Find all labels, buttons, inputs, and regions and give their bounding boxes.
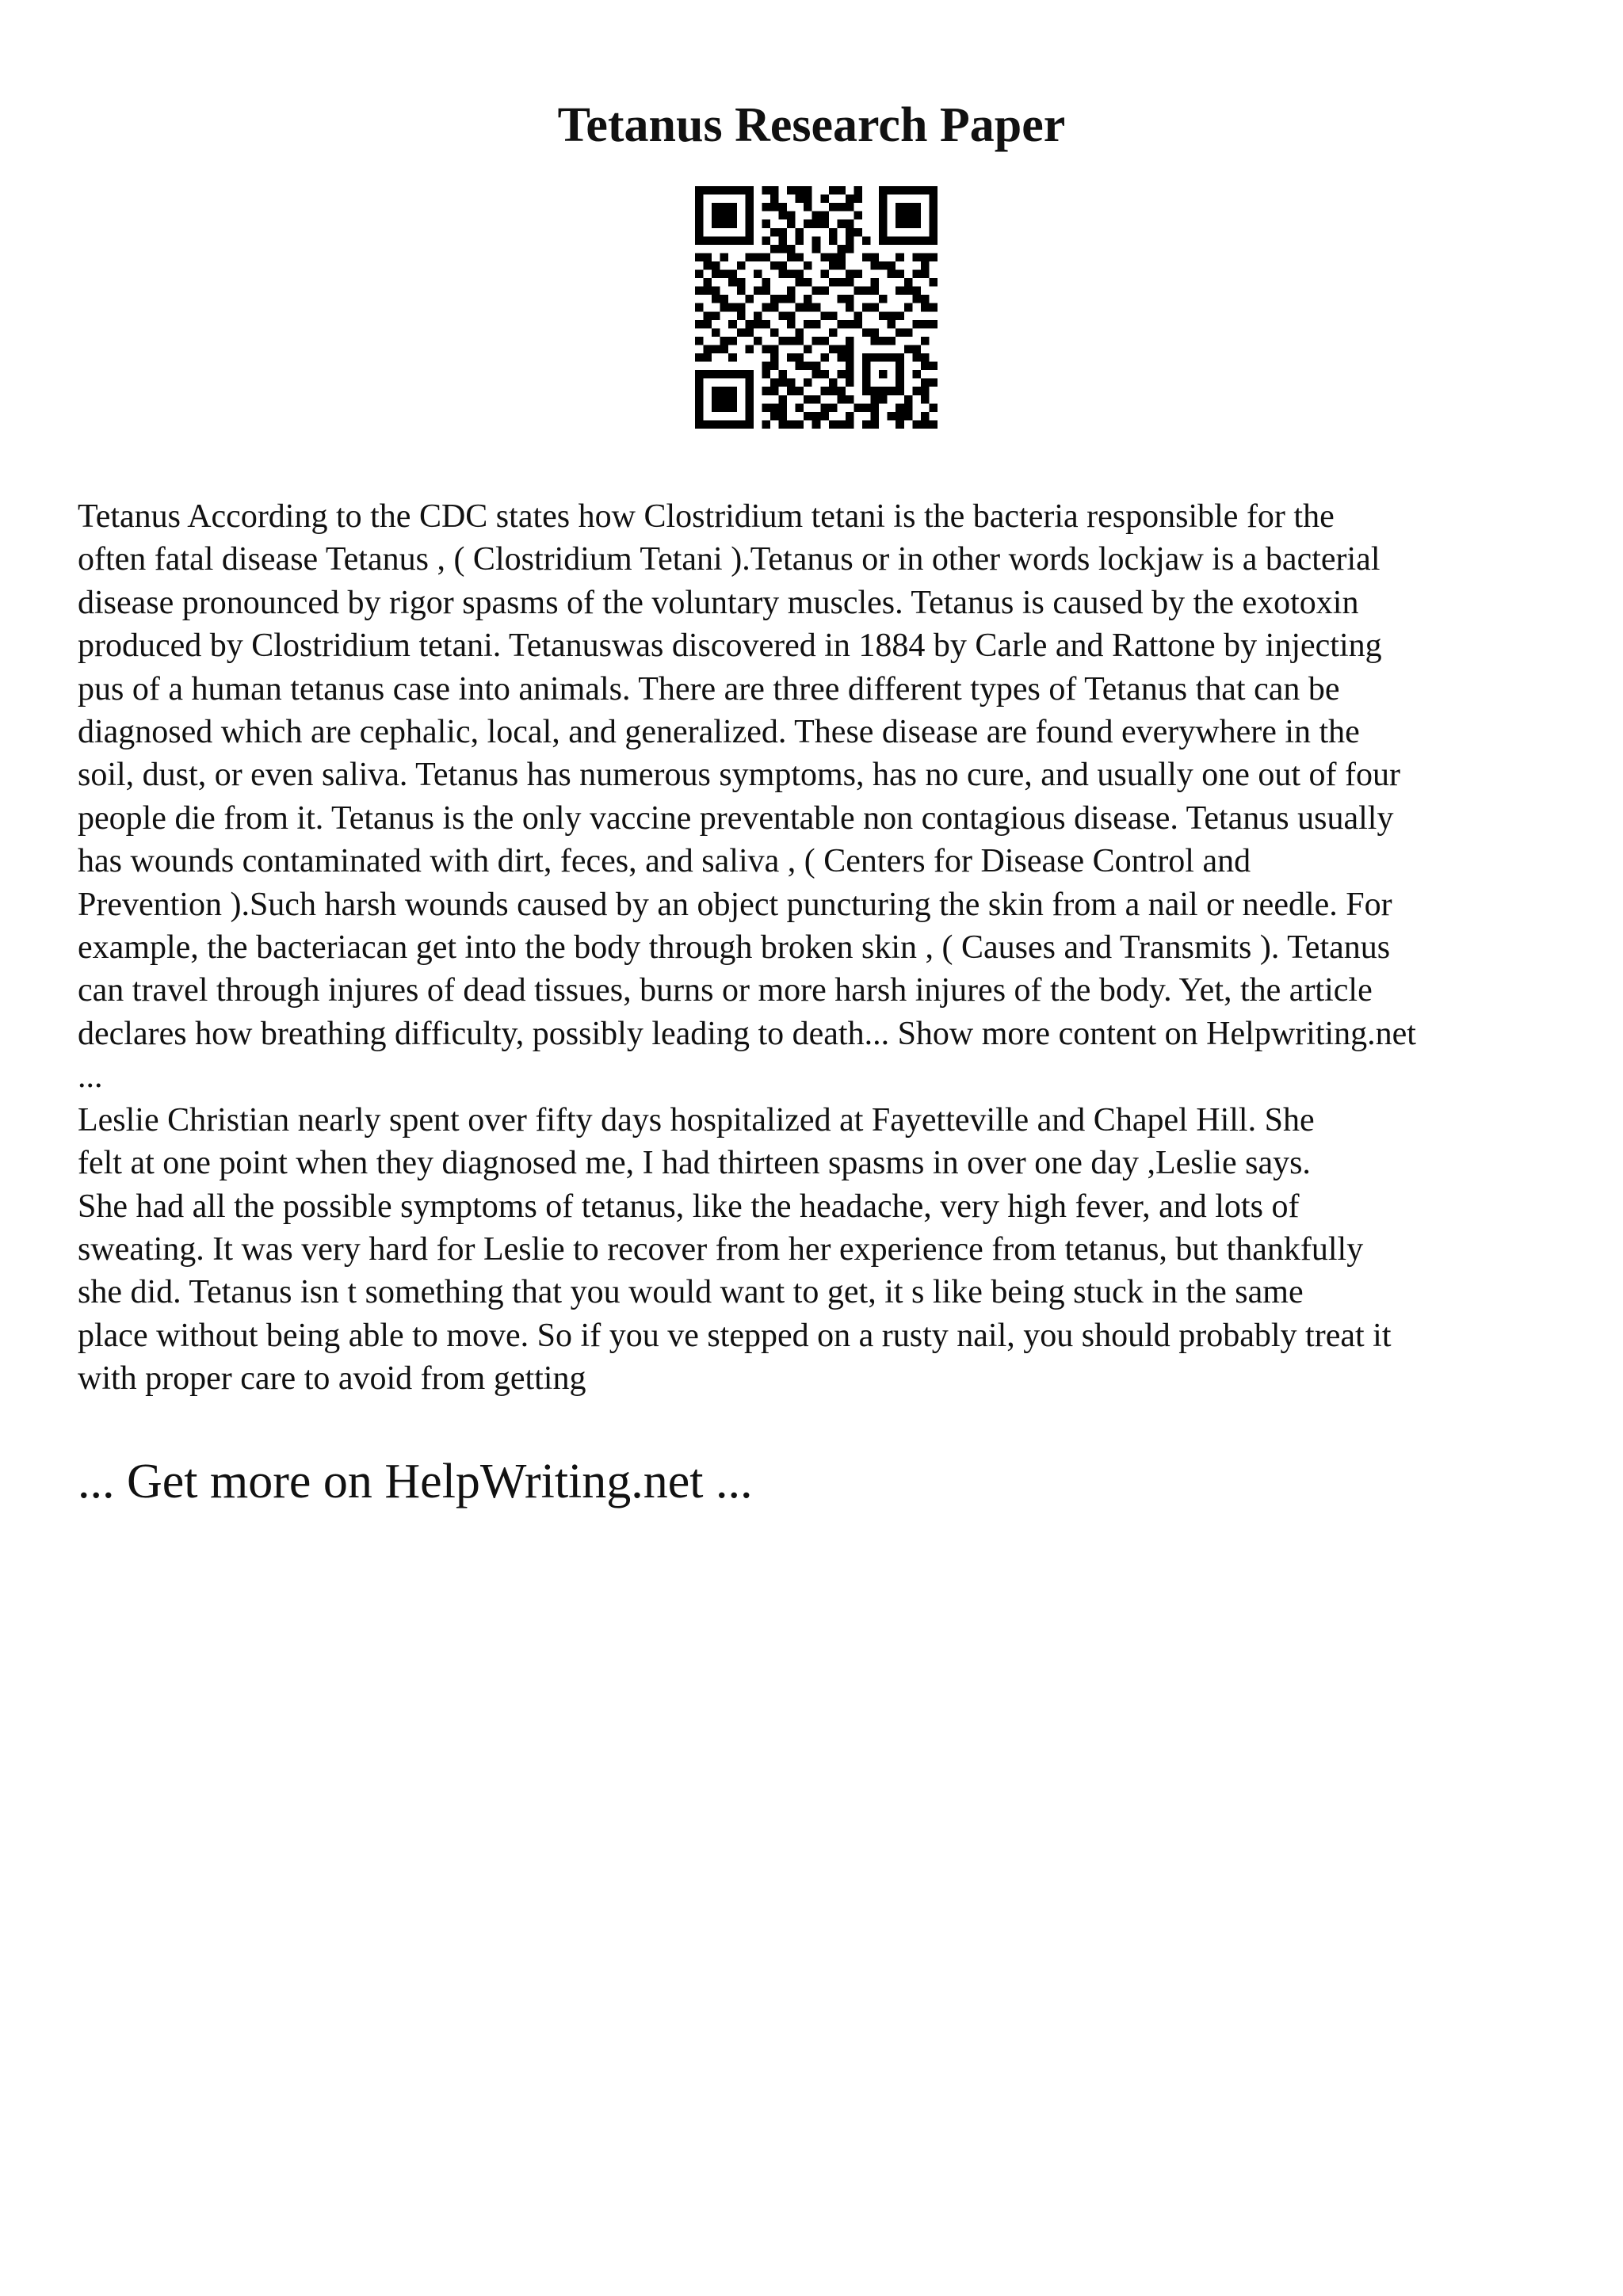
body-line: she did. Tetanus isn t something that you would want to get, it s like being stuck in the same	[78, 1274, 1304, 1311]
body-line: has wounds contaminated with dirt, feces, and saliva , ( Centers for Disease Control and	[78, 843, 1251, 880]
page-title: Tetanus Research Paper	[557, 98, 1066, 152]
ellipsis-line: ...	[78, 1058, 103, 1096]
body-line: place without being able to move. So if you ve stepped on a rusty nail, you should probably treat it	[78, 1317, 1392, 1354]
show-more-line[interactable]: declares how breathing difficulty, possibly leading to death... Show more content on Helpwriting.net	[78, 1015, 1416, 1052]
body-line: sweating. It was very hard for Leslie to recover from her experience from tetanus, but thankfully	[78, 1230, 1364, 1268]
body-line: She had all the possible symptoms of tetanus, like the headache, very high fever, and lots of	[78, 1188, 1300, 1225]
article-body	[78, 495, 1568, 1401]
body-line: disease pronounced by rigor spasms of the voluntary muscles. Tetanus is caused by the exotoxin	[78, 584, 1359, 621]
body-line: Leslie Christian nearly spent over fifty days hospitalized at Fayetteville and Chapel Hill. She	[78, 1101, 1315, 1138]
body-line: can travel through injures of dead tissues, burns or more harsh injures of the body. Yet, the article	[78, 972, 1373, 1009]
body-line: often fatal disease Tetanus , ( Clostridium Tetani ).Tetanus or in other words lockjaw is a bacterial	[78, 541, 1381, 578]
body-line: felt at one point when they diagnosed me, I had thirteen spasms in over one day ,Leslie says.	[78, 1145, 1311, 1182]
body-line: produced by Clostridium tetani. Tetanuswas discovered in 1884 by Carle and Rattone by injecting	[78, 627, 1382, 665]
get-more-link[interactable]: ... Get more on HelpWriting.net ...	[78, 1455, 753, 1508]
body-line: example, the bacteriacan get into the body through broken skin , ( Causes and Transmits ). Tetanus	[78, 929, 1391, 967]
body-line: diagnosed which are cephalic, local, and generalized. These disease are found everywhere in the	[78, 714, 1360, 751]
body-line: soil, dust, or even saliva. Tetanus has numerous symptoms, has no cure, and usually one out of four	[78, 757, 1401, 794]
body-line: Tetanus According to the CDC states how Clostridium tetani is the bacteria responsible for the	[78, 498, 1335, 535]
body-line: people die from it. Tetanus is the only vaccine preventable non contagious disease. Tetanus usually	[78, 799, 1394, 837]
body-line: with proper care to avoid from getting	[78, 1360, 586, 1398]
body-line: pus of a human tetanus case into animals. There are three different types of Tetanus that can be	[78, 670, 1340, 707]
body-line: Prevention ).Such harsh wounds caused by an object puncturing the skin from a nail or needle. For	[78, 886, 1392, 923]
qr-code-icon	[695, 186, 938, 429]
